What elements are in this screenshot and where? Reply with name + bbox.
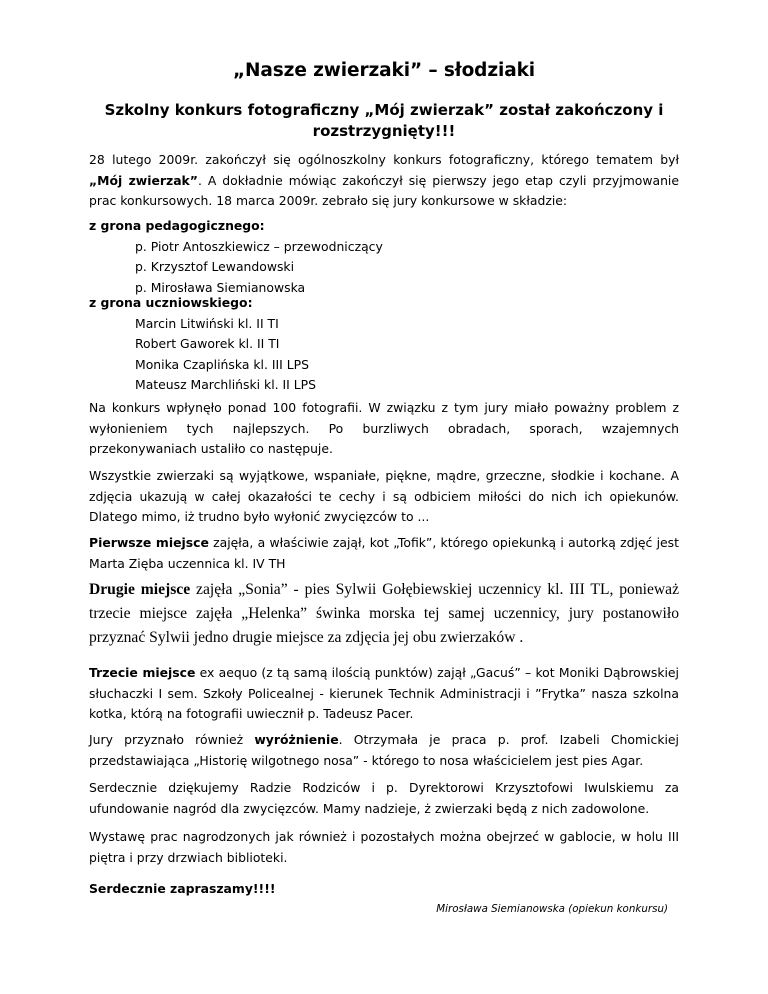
jury-teachers-list [89, 237, 679, 299]
distinction-post: . Otrzymała je praca p. prof. Izabeli Chomickiej przedstawiająca „Historię wilgotnego nosa” - którego to nosa właścicielem jest pies Agar. [89, 732, 680, 768]
second-place-text: zajęła „Sonia” - pies Sylwii Gołębiewskiej uczennicy kl. III TL, ponieważ trzecie miejsce zajęła „Helenka” świnka morska tej samej uczennicy, jury postanowiło przyznać Sylwii jedno drugie miejsce za zdjęcia jej obu zwierzaków . [89, 581, 680, 646]
intro-paragraph [89, 150, 679, 212]
jury-students-heading: z grona uczniowskiego: [89, 295, 253, 310]
list-item: Mateusz Marchliński kl. II LPS [135, 377, 317, 392]
closing-invitation: Serdecznie zapraszamy!!!! [89, 881, 276, 896]
second-place-paragraph [89, 578, 679, 650]
first-place-paragraph [89, 533, 679, 574]
second-place-label: Drugie miejsce [89, 581, 191, 598]
page-title: „Nasze zwierzaki” – słodziaki [232, 60, 536, 81]
third-place-paragraph [89, 663, 679, 725]
jury-students-section [89, 293, 679, 396]
list-item: p. Krzysztof Lewandowski [135, 259, 295, 274]
intro-text-1: 28 lutego 2009r. zakończył się ogólnoszkolny konkurs fotograficzny, którego tematem był [89, 152, 679, 167]
distinction-label: wyróżnienie [254, 732, 339, 747]
first-place-label: Pierwsze miejsce [89, 535, 209, 550]
jury-teachers-heading: z grona pedagogicznego: [89, 218, 265, 233]
first-place-text: zajęła, a właściwie zajął, kot „Tofik”, którego opiekunką i autorką zdjęć jest Marta Zięba uczennica kl. IV TH [89, 535, 679, 571]
distinction-pre: Jury przyznało również [89, 732, 255, 747]
exhibition-paragraph: Wystawę prac nagrodzonych jak również i pozostałych można obejrzeć w gablocie, w holu III piętra i przy drzwiach biblioteki. [89, 829, 679, 865]
intro-text-2: . A dokładnie mówiąc zakończył się pierwszy jego etap czyli przyjmowanie prac konkursowych. 18 marca 2009r. zebrało się jury konkursowe w składzie: [89, 172, 679, 208]
list-item: Marcin Litwiński kl. II TI [135, 315, 279, 331]
thanks-paragraph: Serdecznie dziękujemy Radzie Rodziców i p. Dyrektorowi Krzysztofowi Iwulskiemu za ufundowanie nagród dla zwycięzców. Mamy nadzieje, ż zwierzaki będą z nich zadowolone. [89, 780, 679, 816]
list-item: p. Mirosława Siemianowska [135, 279, 306, 295]
jury-teachers-section [89, 216, 679, 298]
signature: Mirosława Siemianowska (opiekun konkursu) [436, 903, 668, 915]
contest-theme: „Mój zwierzak” [89, 172, 198, 188]
jury-students-list [89, 314, 679, 396]
page-subtitle: Szkolny konkurs fotograficzny „Mój zwierzak” został zakończony i rozstrzygnięty!!! [104, 101, 664, 140]
list-item: Monika Czaplińska kl. III LPS [135, 356, 309, 372]
list-item: Robert Gaworek kl. II TI [135, 336, 280, 351]
entries-paragraph: Na konkurs wpłynęło ponad 100 fotografii. W związku z tym jury miało poważny problem z wyłonieniem tych najlepszych. Po burzliwych obradach, sporach, wzajemnych przekonywaniach ustaliło co następuje. [89, 400, 679, 456]
animals-paragraph: Wszystkie zwierzaki są wyjątkowe, wspaniałe, piękne, mądre, grzeczne, słodkie i kochane. A zdjęcia ukazują w całej okazałości te cechy i są odbiciem miłości do nich ich opiekunów. Dlatego mimo, iż trudno było wyłonić zwycięzców to ... [89, 468, 679, 524]
list-item: p. Piotr Antoszkiewicz – przewodniczący [135, 238, 383, 254]
third-place-text: ex aequo (z tą samą ilością punktów) zajął „Gacuś” – kot Moniki Dąbrowskiej słuchaczki I sem. Szkoły Policealnej - kierunek Technik Administracji i ”Frytka” nasza szkolna kotka, którą na fotografii uwiecznił p. Tadeusz Pacer. [89, 665, 679, 721]
distinction-paragraph [89, 730, 679, 771]
third-place-label: Trzecie miejsce [89, 665, 196, 680]
